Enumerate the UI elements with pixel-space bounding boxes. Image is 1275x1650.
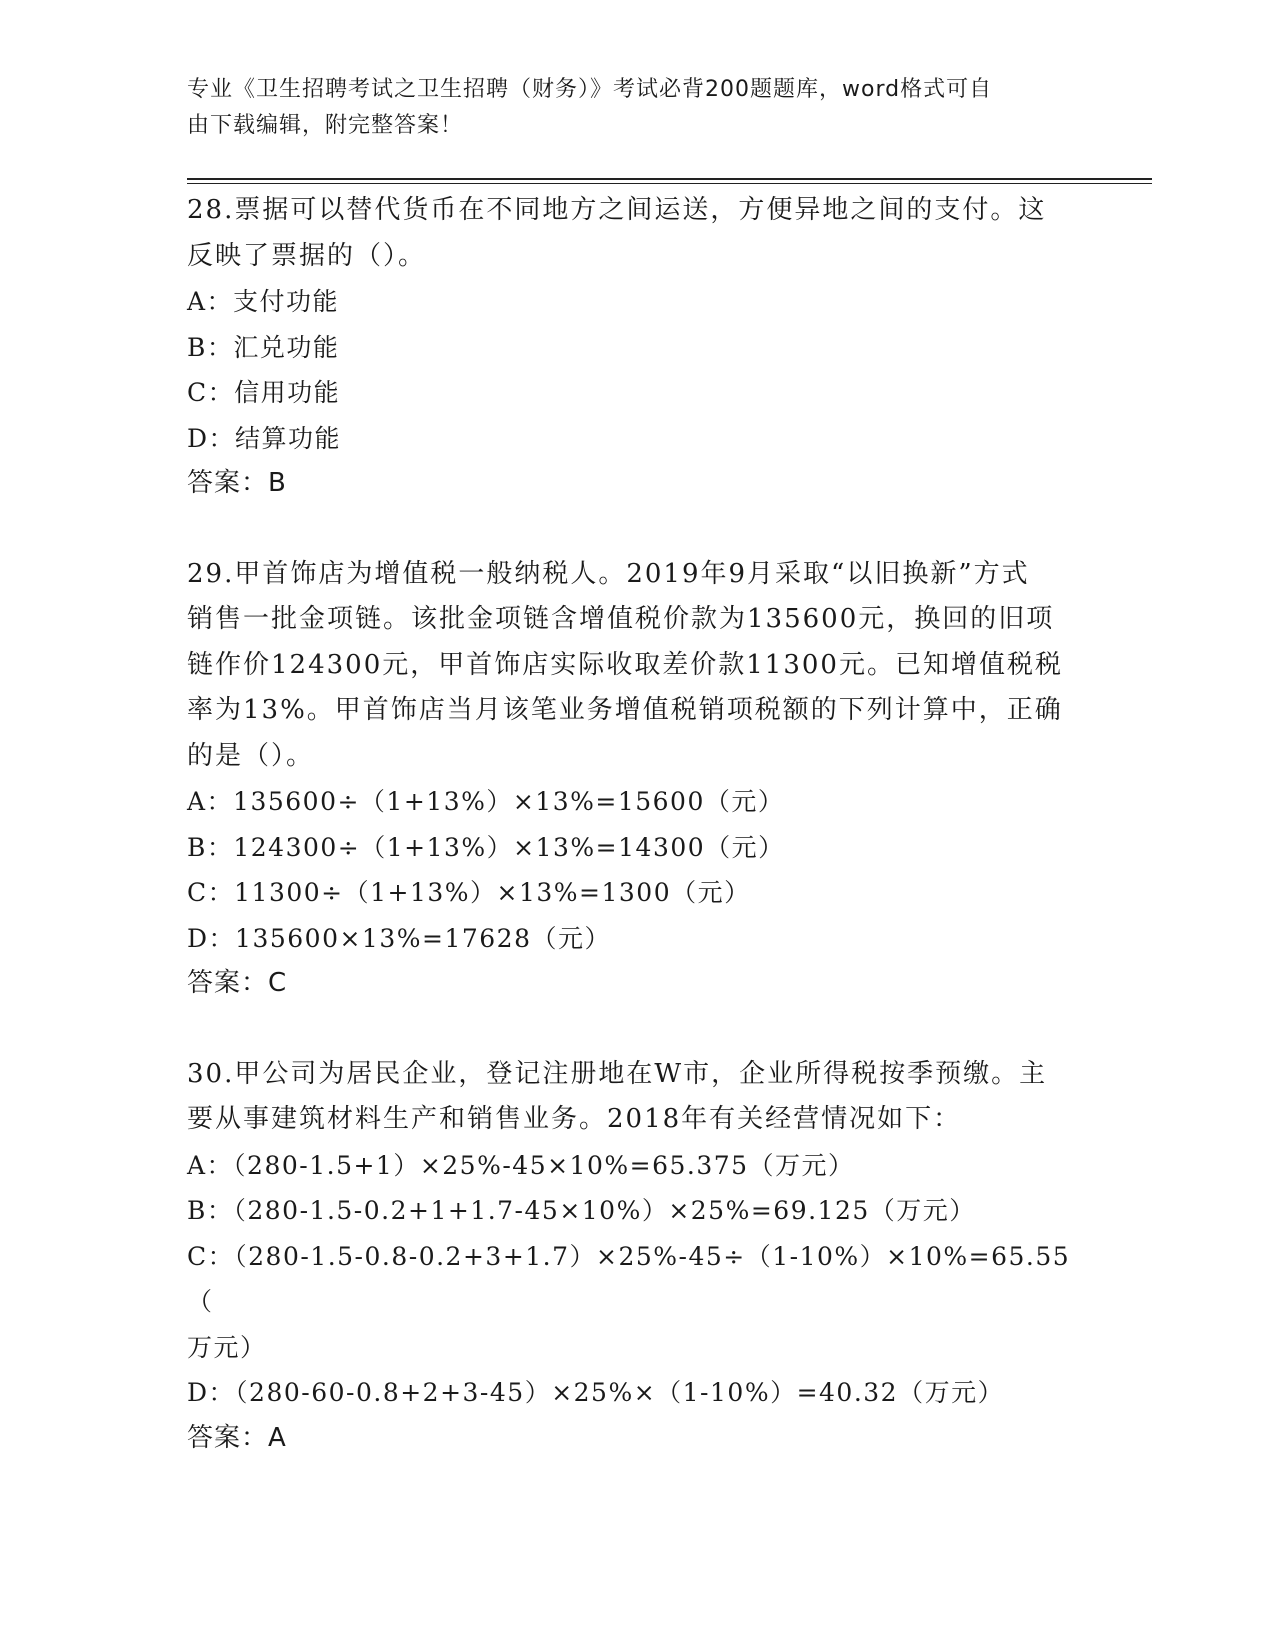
question-29 [187, 552, 1087, 1007]
question-stem-line: 链作价124300元，甲首饰店实际收取差价款11300元。已知增值税税 [187, 649, 1063, 680]
option-d: D：135600×13%=17628（元） [187, 923, 611, 953]
question-stem-line: 反映了票据的（）。 [187, 240, 427, 271]
header-line-1: 专业《卫生招聘考试之卫生招聘（财务）》考试必背200题题库，word格式可自 [187, 77, 993, 102]
header-divider-thick [187, 178, 1152, 180]
question-stem-line: 30.甲公司为居民企业，登记注册地在W市，企业所得税按季预缴。主 [187, 1058, 1048, 1089]
question-stem-line: 28.票据可以替代货币在不同地方之间运送，方便异地之间的支付。这 [187, 195, 1047, 225]
answer-label: 答案：A [187, 1422, 287, 1453]
option-d: D：（280-60-0.8+2+3-45）×25%×（1-10%）=40.32（万元） [187, 1378, 1005, 1407]
option-d: D：结算功能 [187, 423, 342, 453]
answer-label: 答案：C [187, 968, 288, 998]
option-a: A：135600÷（1+13%）×13%=15600（元） [187, 787, 785, 816]
question-list [187, 188, 1087, 1461]
question-spacer [187, 507, 1087, 552]
header-line-2: 由下载编辑，附完整答案！ [187, 113, 464, 138]
option-b: B：124300÷（1+13%）×13%=14300（元） [187, 832, 785, 862]
question-stem-line: 要从事建筑材料生产和销售业务。2018年有关经营情况如下： [187, 1104, 962, 1134]
question-stem-line: 29.甲首饰店为增值税一般纳税人。2019年9月采取“以旧换新”方式 [187, 558, 1030, 589]
option-a: A：支付功能 [187, 287, 340, 316]
question-stem-line: 率为13%。甲首饰店当月该笔业务增值税销项税额的下列计算中，正确 [187, 695, 1063, 725]
option-c: C：11300÷（1+13%）×13%=1300（元） [187, 878, 751, 907]
option-c-continued: 万元） [187, 1332, 267, 1362]
question-stem-line: 的是（）。 [187, 740, 315, 771]
question-stem-line: 销售一批金项链。该批金项链含增值税价款为135600元，换回的旧项 [187, 604, 1055, 634]
question-28 [187, 188, 1087, 507]
question-spacer [187, 1007, 1087, 1052]
option-a: A：（280-1.5+1）×25%-45×10%=65.375（万元） [187, 1150, 855, 1180]
option-b: B：汇兑功能 [187, 332, 340, 362]
question-30 [187, 1052, 1087, 1462]
option-c: C：信用功能 [187, 378, 341, 407]
header-divider-thin [187, 183, 1152, 184]
answer-label: 答案：B [187, 468, 287, 498]
option-c: C：（280-1.5-0.8-0.2+3+1.7）×25%-45÷（1-10%）×10%=65.55（ [187, 1241, 1071, 1316]
document-header [187, 72, 1077, 144]
option-b: B：（280-1.5-0.2+1+1.7-45×10%）×25%=69.125（万元） [187, 1196, 976, 1225]
